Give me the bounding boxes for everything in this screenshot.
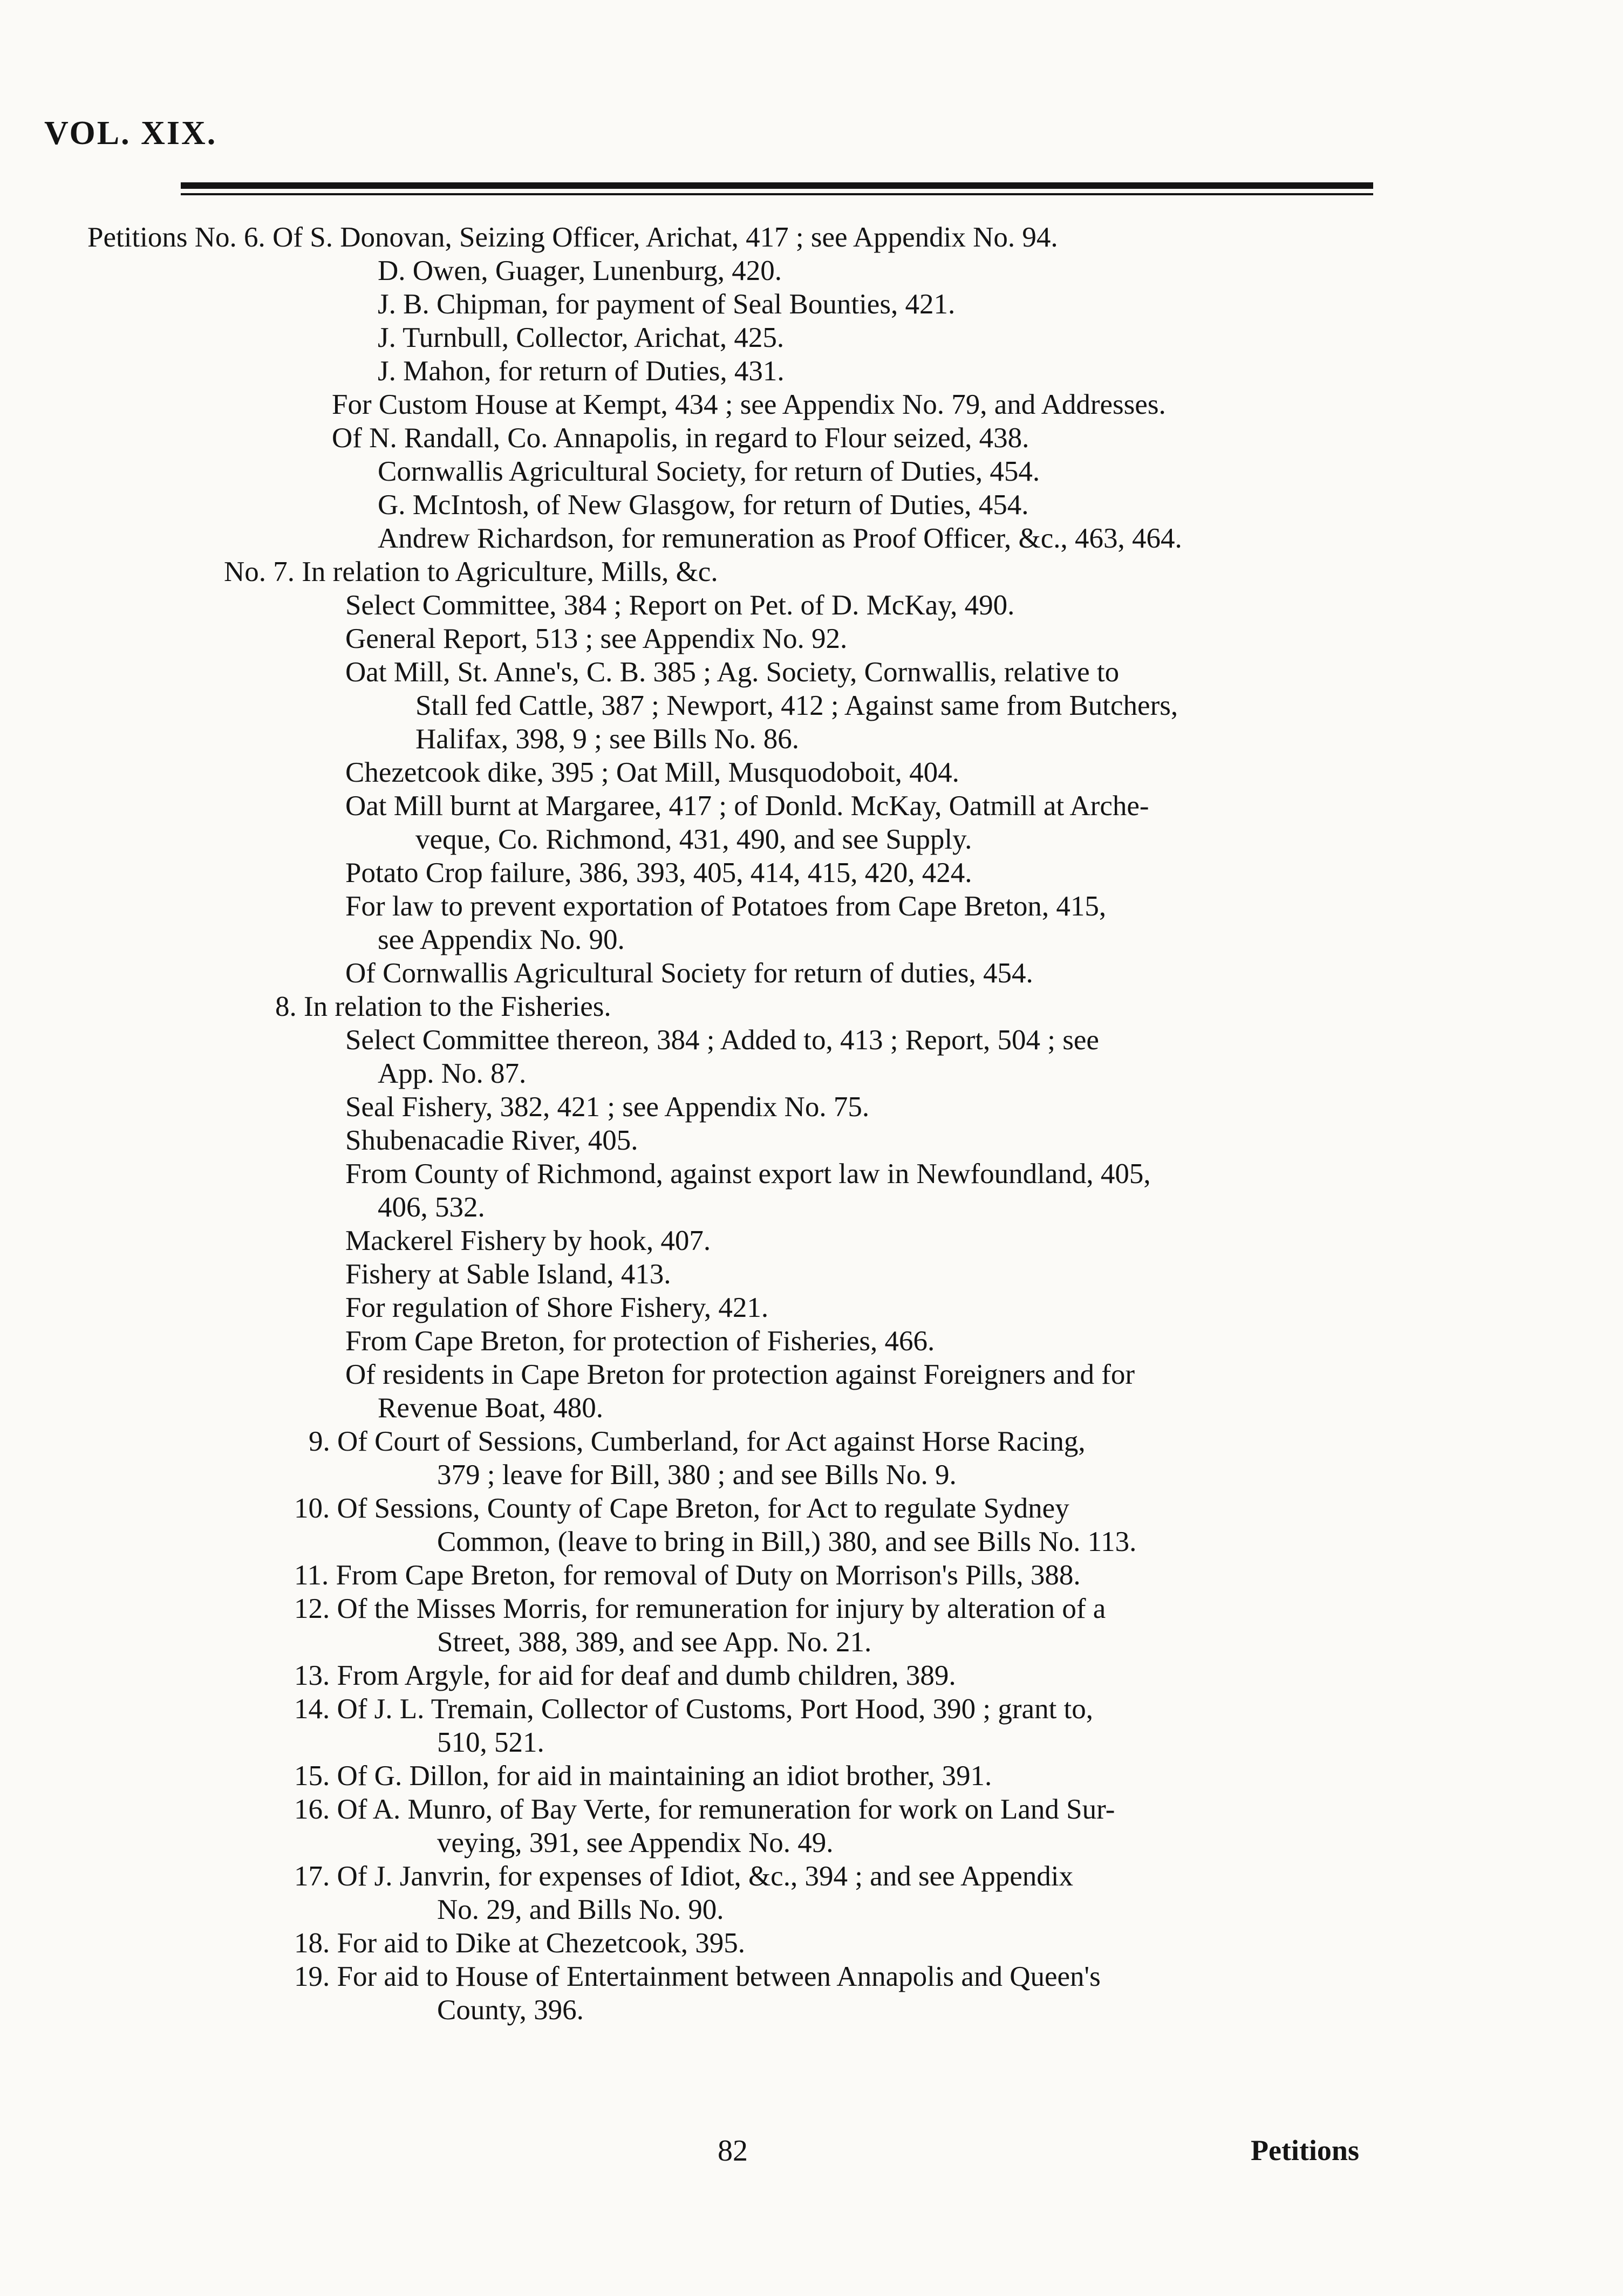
- entry-text: No. 29, and Bills No. 90.: [437, 1894, 724, 1925]
- entry-text: D. Owen, Guager, Lunenburg, 420.: [378, 255, 782, 286]
- entry-text: For aid to Dike at Chezetcook, 395.: [330, 1928, 746, 1959]
- entry-text: Cornwallis Agricultural Society, for return of Duties, 454.: [378, 456, 1040, 487]
- entry-text: From Argyle, for aid for deaf and dumb children, 389.: [330, 1660, 956, 1691]
- volume-heading: VOL. XIX.: [44, 115, 217, 152]
- index-entry: [294, 1793, 1115, 1826]
- index-entry-continuation: [415, 689, 1178, 722]
- entry-text: App. No. 87.: [378, 1058, 527, 1089]
- index-entry: [294, 1492, 1069, 1525]
- entry-text: Of J. L. Tremain, Collector of Customs, Port Hood, 390 ; grant to,: [330, 1693, 1094, 1725]
- index-entry-continuation: [437, 1994, 584, 2026]
- index-entry-continuation: [345, 857, 972, 889]
- index-entry-continuation: [345, 1091, 869, 1123]
- entry-number: 11.: [294, 1560, 329, 1591]
- index-entry: [294, 1559, 1081, 1591]
- entry-text: 379 ; leave for Bill, 380 ; and see Bills No. 9.: [437, 1459, 957, 1491]
- entry-number: 17.: [294, 1861, 330, 1892]
- entry-text: Of N. Randall, Co. Annapolis, in regard to Flour seized, 438.: [332, 422, 1029, 454]
- index-entry-continuation: [378, 255, 782, 287]
- index-entry-continuation: [345, 1225, 711, 1257]
- entry-text: From County of Richmond, against export law in Newfoundland, 405,: [345, 1158, 1151, 1190]
- index-entry-continuation: [437, 1626, 871, 1658]
- entry-number: 13.: [294, 1660, 330, 1691]
- index-entry-continuation: [415, 823, 972, 856]
- entry-number: 12.: [294, 1593, 330, 1624]
- entry-text: Of S. Donovan, Seizing Officer, Arichat, 417 ; see Appendix No. 94.: [265, 222, 1058, 253]
- index-entry-continuation: [378, 1191, 485, 1224]
- entry-text: veque, Co. Richmond, 431, 490, and see Supply.: [415, 824, 972, 855]
- index-entry-continuation: [345, 1325, 935, 1357]
- index-entry-continuation: [437, 1827, 834, 1859]
- entry-text: Of Court of Sessions, Cumberland, for Act against Horse Racing,: [330, 1426, 1086, 1457]
- index-entry-continuation: [345, 589, 1014, 621]
- entry-text: J. B. Chipman, for payment of Seal Bounties, 421.: [378, 289, 956, 320]
- index-entry-continuation: [345, 656, 1119, 688]
- entry-text: Fishery at Sable Island, 413.: [345, 1259, 671, 1290]
- index-entry: [294, 1860, 1073, 1892]
- entry-number: 16.: [294, 1794, 330, 1825]
- entry-text: Seal Fishery, 382, 421 ; see Appendix No. 75.: [345, 1091, 870, 1123]
- entry-text: For Custom House at Kempt, 434 ; see Appendix No. 79, and Addresses.: [332, 389, 1166, 420]
- index-entry: [294, 1693, 1093, 1725]
- index-entry-continuation: [415, 723, 799, 755]
- index-entry-continuation: [345, 1358, 1135, 1391]
- entry-text: see Appendix No. 90.: [378, 924, 625, 955]
- entry-text: Of J. Janvrin, for expenses of Idiot, &c., 394 ; and see Appendix: [330, 1861, 1073, 1892]
- index-entry-continuation: [437, 1526, 1136, 1558]
- index-entry: [224, 556, 718, 588]
- index-entry: [294, 1593, 1106, 1625]
- entry-number: Petitions No. 6.: [87, 222, 265, 253]
- entry-text: Oat Mill, St. Anne's, C. B. 385 ; Ag. Society, Cornwallis, relative to: [345, 657, 1120, 688]
- index-entry: [294, 1659, 956, 1692]
- index-entry-continuation: [378, 522, 1182, 555]
- entry-text: Of the Misses Morris, for remuneration for injury by alteration of a: [330, 1593, 1106, 1624]
- entry-text: General Report, 513 ; see Appendix No. 92.: [345, 623, 848, 654]
- index-entry: [294, 1760, 992, 1792]
- entry-text: G. McIntosh, of New Glasgow, for return of Duties, 454.: [378, 489, 1029, 521]
- entry-number: No. 7.: [224, 556, 295, 587]
- index-entry-continuation: [345, 623, 847, 655]
- index-entry-continuation: [437, 1459, 957, 1491]
- entry-text: J. Turnbull, Collector, Arichat, 425.: [378, 322, 785, 353]
- index-entry-continuation: [332, 422, 1029, 454]
- index-entry-continuation: [378, 288, 955, 320]
- entry-text: For regulation of Shore Fishery, 421.: [345, 1292, 769, 1323]
- index-entry-continuation: [345, 890, 1106, 922]
- entry-text: For aid to House of Entertainment between Annapolis and Queen's: [330, 1961, 1101, 1992]
- index-entry: [309, 1425, 1086, 1458]
- entry-number: 10.: [294, 1493, 330, 1524]
- index-entry-continuation: [378, 355, 785, 387]
- entry-number: 9.: [309, 1426, 330, 1457]
- index-entry-continuation: [378, 322, 784, 354]
- entry-text: Potato Crop failure, 386, 393, 405, 414, 415, 420, 424.: [345, 857, 972, 889]
- index-entry: [294, 1960, 1101, 1993]
- entry-text: From Cape Breton, for protection of Fisheries, 466.: [345, 1325, 935, 1357]
- entry-text: 510, 521.: [437, 1727, 544, 1758]
- entry-text: Andrew Richardson, for remuneration as Proof Officer, &c., 463, 464.: [378, 523, 1182, 554]
- index-entry-continuation: [345, 1292, 768, 1324]
- index-entry: [275, 990, 611, 1023]
- entry-text: Select Committee thereon, 384 ; Added to, 413 ; Report, 504 ; see: [345, 1024, 1099, 1056]
- index-entry: [294, 1927, 745, 1959]
- index-entry: [87, 221, 1058, 254]
- entry-number: 8.: [275, 991, 297, 1022]
- index-entry-continuation: [378, 1392, 603, 1424]
- index-entry-continuation: [437, 1726, 544, 1759]
- entry-text: In relation to the Fisheries.: [296, 991, 611, 1022]
- index-entry-continuation: [378, 489, 1029, 521]
- entry-text: In relation to Agriculture, Mills, &c.: [295, 556, 718, 587]
- entry-text: From Cape Breton, for removal of Duty on Morrison's Pills, 388.: [329, 1560, 1081, 1591]
- index-entry-continuation: [332, 388, 1166, 421]
- index-entry-continuation: [345, 1024, 1099, 1056]
- entry-text: Revenue Boat, 480.: [378, 1392, 604, 1424]
- entry-text: Of Sessions, County of Cape Breton, for Act to regulate Sydney: [330, 1493, 1069, 1524]
- entry-text: Of Cornwallis Agricultural Society for return of duties, 454.: [345, 958, 1033, 989]
- header-rule-thin: [181, 193, 1373, 195]
- index-entry-continuation: [345, 1258, 671, 1290]
- entry-text: Oat Mill burnt at Margaree, 417 ; of Donld. McKay, Oatmill at Arche-: [345, 790, 1149, 822]
- entry-number: 19.: [294, 1961, 330, 1992]
- entry-text: For law to prevent exportation of Potatoes from Cape Breton, 415,: [345, 891, 1107, 922]
- index-entry-continuation: [378, 1057, 526, 1090]
- entry-text: Halifax, 398, 9 ; see Bills No. 86.: [415, 723, 799, 755]
- entry-text: veying, 391, see Appendix No. 49.: [437, 1827, 834, 1858]
- entry-number: 18.: [294, 1928, 330, 1959]
- entry-text: Shubenacadie River, 405.: [345, 1125, 638, 1156]
- entry-text: Common, (leave to bring in Bill,) 380, and see Bills No. 113.: [437, 1526, 1137, 1557]
- entry-text: Of G. Dillon, for aid in maintaining an idiot brother, 391.: [330, 1760, 992, 1792]
- entry-text: Of residents in Cape Breton for protection against Foreigners and for: [345, 1359, 1135, 1390]
- index-entry-continuation: [378, 924, 625, 956]
- entry-text: Select Committee, 384 ; Report on Pet. of D. McKay, 490.: [345, 590, 1015, 621]
- catchword: Petitions: [1251, 2134, 1359, 2167]
- index-entry-continuation: [345, 1158, 1151, 1190]
- index-entry-continuation: [345, 756, 959, 789]
- entry-text: Street, 388, 389, and see App. No. 21.: [437, 1627, 872, 1658]
- entry-text: Stall fed Cattle, 387 ; Newport, 412 ; Against same from Butchers,: [415, 690, 1178, 721]
- entry-text: J. Mahon, for return of Duties, 431.: [378, 356, 785, 387]
- index-entry-continuation: [345, 957, 1033, 989]
- entry-text: Of A. Munro, of Bay Verte, for remuneration for work on Land Sur-: [330, 1794, 1115, 1825]
- index-entry-continuation: [437, 1894, 724, 1926]
- entry-text: Chezetcook dike, 395 ; Oat Mill, Musquodoboit, 404.: [345, 757, 959, 788]
- entry-text: County, 396.: [437, 1994, 584, 2026]
- index-entry-continuation: [378, 455, 1040, 488]
- entry-number: 15.: [294, 1760, 330, 1792]
- entry-number: 14.: [294, 1693, 330, 1725]
- header-rule-thick: [181, 182, 1373, 189]
- index-entry-continuation: [345, 790, 1149, 822]
- index-entry-continuation: [345, 1124, 638, 1157]
- page-number: 82: [718, 2134, 748, 2168]
- entry-text: 406, 532.: [378, 1192, 485, 1223]
- entry-text: Mackerel Fishery by hook, 407.: [345, 1225, 711, 1256]
